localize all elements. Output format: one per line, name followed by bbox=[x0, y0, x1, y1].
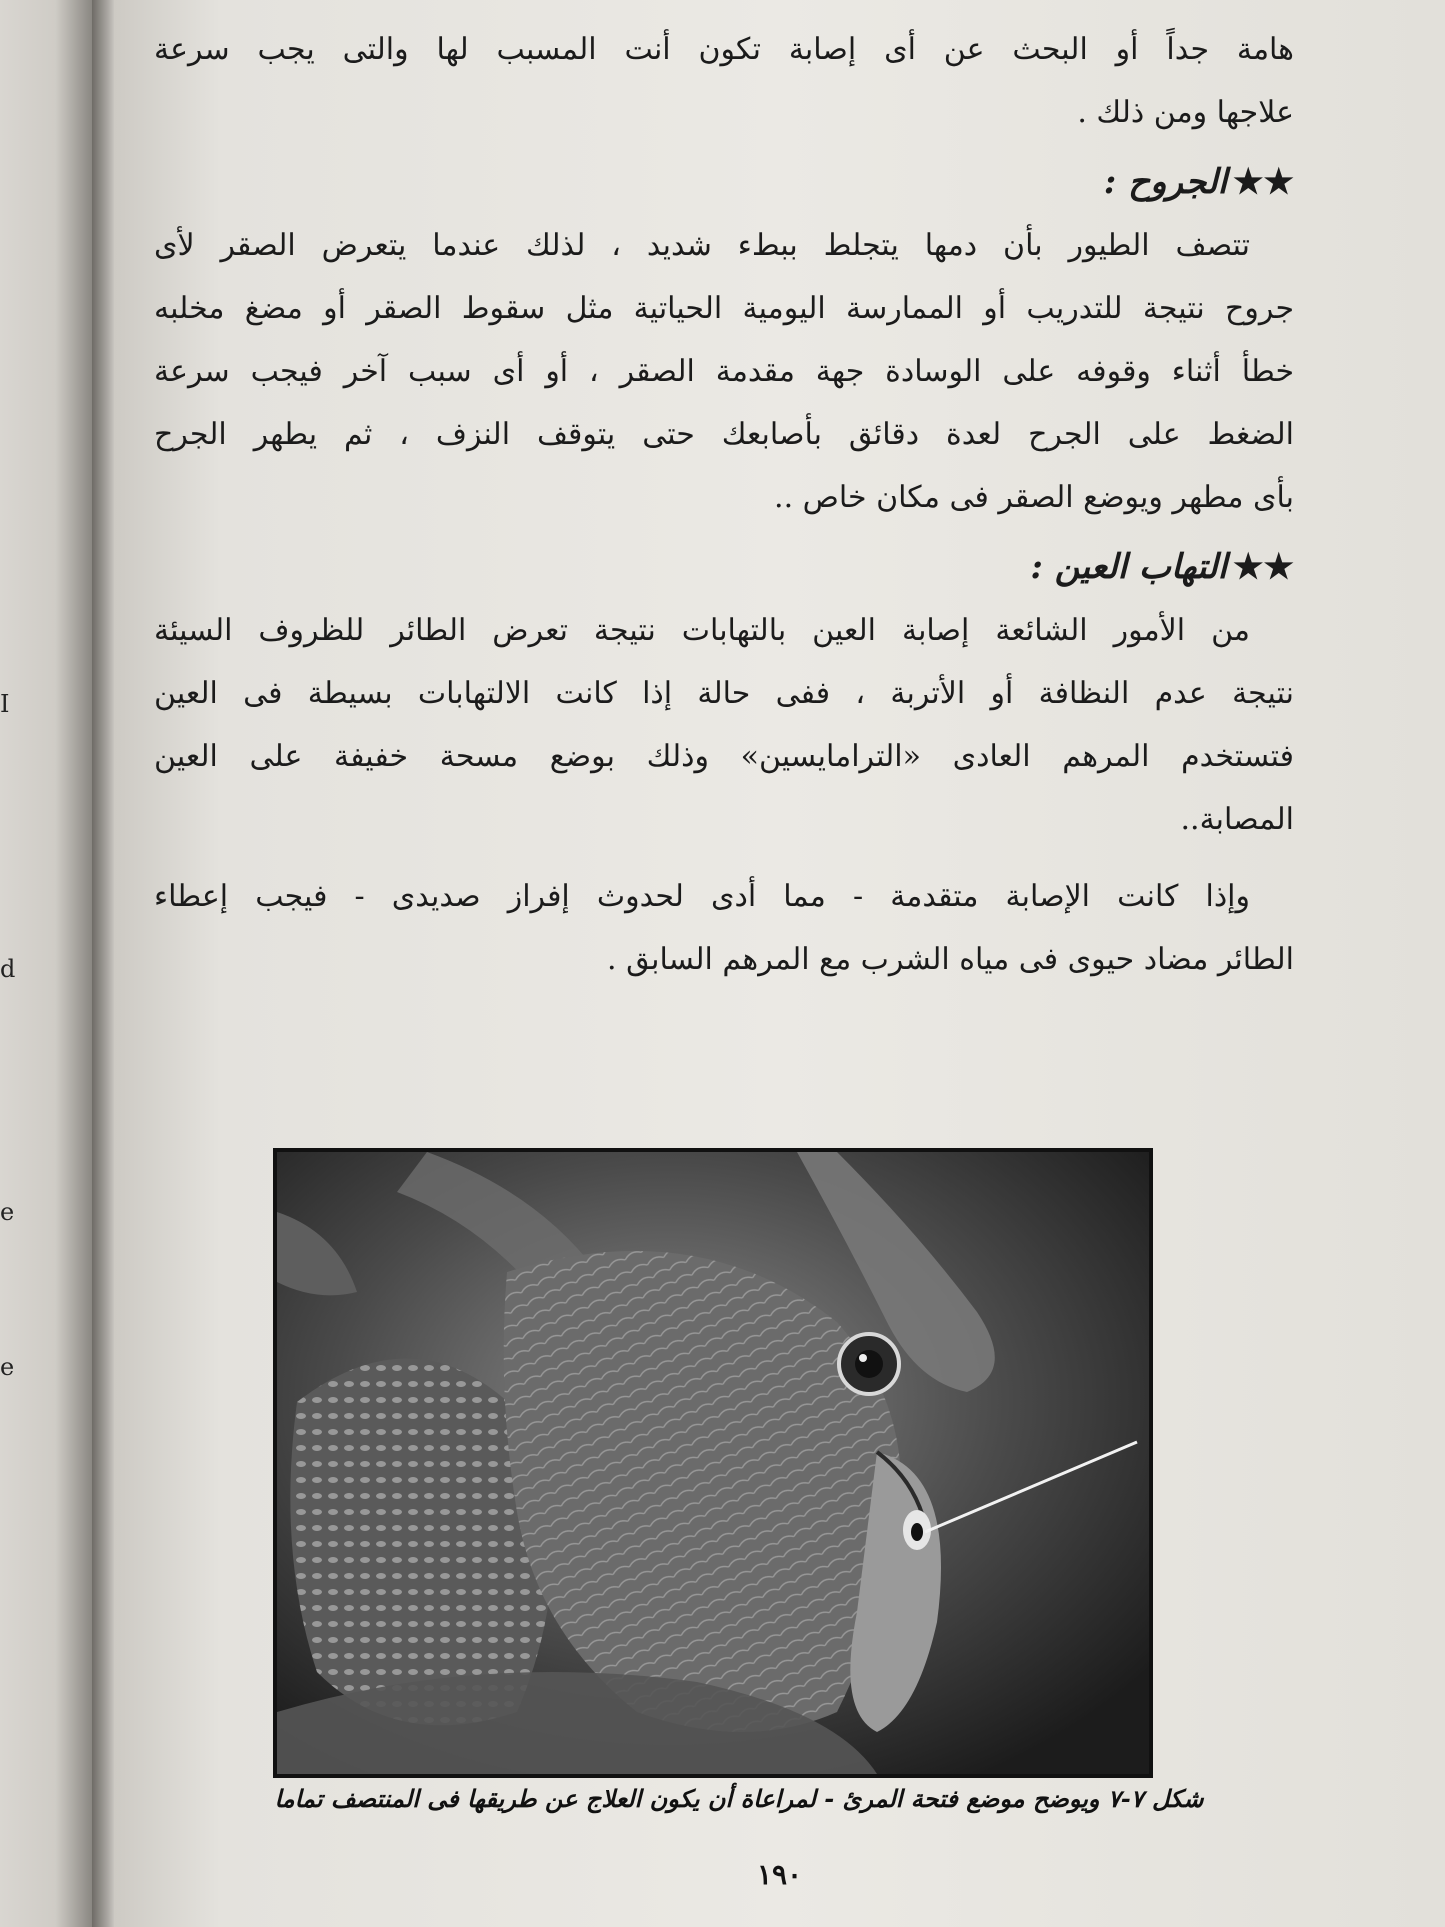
prev-page-fragment: e bbox=[0, 1353, 15, 1381]
prev-page-fragment: e bbox=[0, 1198, 15, 1226]
text-line: فتستخدم المرهم العادى «الترامايسين» وذلك بوضع مسحة خفيفة على العين bbox=[154, 739, 1294, 774]
falcon-photo bbox=[273, 1148, 1153, 1778]
previous-page-edge bbox=[0, 0, 92, 1927]
text-line: علاجها ومن ذلك . bbox=[1077, 95, 1294, 130]
text-line: الطائر مضاد حيوى فى مياه الشرب مع المرهم السابق . bbox=[607, 942, 1294, 977]
book-spine bbox=[92, 0, 114, 1927]
section-heading-wounds bbox=[154, 150, 1294, 214]
page-number: ١٩٠ bbox=[756, 1858, 803, 1891]
text-line: من الأمور الشائعة إصابة العين بالتهابات نتيجة تعرض الطائر للظروف السيئة bbox=[154, 613, 1250, 648]
page-text bbox=[154, 18, 1294, 991]
text-line: جروح نتيجة للتدريب أو الممارسة اليومية الحياتية مثل سقوط الصقر أو مضغ مخلبه bbox=[154, 291, 1294, 326]
star-icon: ★★ bbox=[1233, 162, 1294, 202]
falcon-head-illustration bbox=[277, 1152, 1149, 1774]
text-line: خطأ أثناء وقوفه على الوسادة جهة مقدمة الصقر ، أو أى سبب آخر فيجب سرعة bbox=[154, 354, 1294, 389]
figure-caption: شكل ٧-٧ ويوضح موضع فتحة المرئ - لمراعاة أن يكون العلاج عن طريقها فى المنتصف تماما bbox=[274, 1784, 1204, 1813]
section-heading-eye bbox=[154, 535, 1294, 599]
heading-text: التهاب العين : bbox=[1030, 547, 1228, 587]
text-line: تتصف الطيور بأن دمها يتجلط ببطء شديد ، لذلك عندما يتعرض الصقر لأى bbox=[154, 228, 1250, 263]
text-line: وإذا كانت الإصابة متقدمة - مما أدى لحدوث إفراز صديدى - فيجب إعطاء bbox=[154, 879, 1250, 914]
text-line: هامة جداً أو البحث عن أى إصابة تكون أنت المسبب لها والتى يجب سرعة bbox=[154, 32, 1294, 67]
heading-text: الجروح : bbox=[1103, 162, 1228, 202]
star-icon: ★★ bbox=[1233, 547, 1294, 587]
text-line: نتيجة عدم النظافة أو الأتربة ، ففى حالة إذا كانت الالتهابات بسيطة فى العين bbox=[154, 676, 1294, 711]
prev-page-fragment: d bbox=[0, 955, 16, 983]
prev-page-fragment: I bbox=[0, 690, 10, 718]
text-line: الضغط على الجرح لعدة دقائق بأصابعك حتى يتوقف النزف ، ثم يطهر الجرح bbox=[154, 417, 1294, 452]
text-line: المصابة.. bbox=[1180, 802, 1294, 837]
book-page bbox=[114, 0, 1445, 1927]
text-line: بأى مطهر ويوضع الصقر فى مكان خاص .. bbox=[774, 480, 1294, 515]
